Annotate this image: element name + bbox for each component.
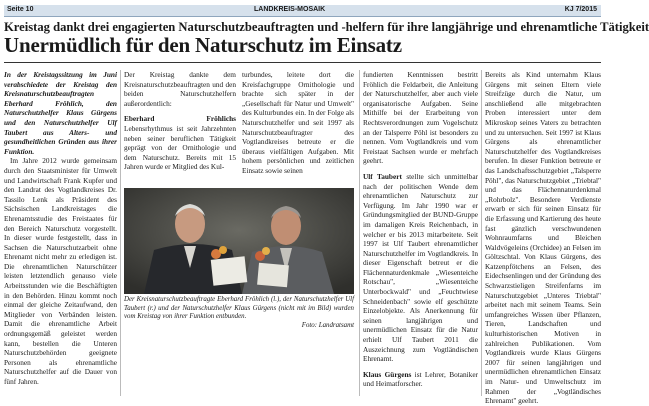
headline-rule bbox=[4, 62, 601, 63]
column-2 bbox=[124, 70, 236, 185]
body-paragraph: Im Jahre 2012 wurde gemeinsam durch den Staatsminister für Umwelt und Landwirtschaft Frank Kupfer und den Landrat des Vogtlandkreises Dr. Tassilo Lenk als Präsident des Sächsischen Landkreistages die Ehrenamtsstudie des Freistaates für den Bereich Naturschutz vorgestellt. In dieser wurde festgestellt, dass in Sachsen die Naturschutzarbeit ohne Ehrenamt nicht mehr zu erledigen ist. Die ehrenamtlichen Naturschützer leisten letztendlich genauso viele Arbeitsstunden wie die Beschäftigten in den Behörden. Hinzu kommt noch einmal der gleiche Zeitaufwand, den Mitglieder von Verbänden leisten. Damit die ehrenamtliche Arbeit ordnungsgemäß geleistet werden kann, bestellen die Unteren Naturschutzbehörden geeignete Personen als ehrenamtliche Naturschutzhelfer auf die Dauer von fünf Jahren. bbox=[4, 156, 117, 386]
column-5 bbox=[485, 70, 601, 406]
body-paragraph: Lebensrhythmus ist seit Jahrzehnten neben seiner beruflichen Tätigkeit geprägt von der Ornithologie und dem Naturschutz. Bereits mit 15 Jahren wurde er Mitglied des Kul- bbox=[124, 123, 236, 172]
photo-two-men bbox=[124, 188, 354, 294]
column-1 bbox=[4, 70, 117, 395]
caption-text: Der Kreisnaturschutzbeauftragte Eberhard Fröhlich (l.), der Naturschutzhelfer Ulf Taubert (r.) und der Naturschutzhelfer Klaus Gürgens (nicht mit im Bild) wurden vom Kreistag von ihrer Funktion entbunden. bbox=[124, 296, 354, 321]
body-paragraph: Bereits als Kind unternahm Klaus Gürgens mit seinen Eltern viele Streifzüge durch die Natur, um anschließend alle mitgebrachten Proben interessiert unter dem Mikroskop seines Vaters zu betrachten und zu untersuchen. Seit 1997 ist Klaus Gürgens als ehrenamtlicher Naturschutzhelfer des Vogtlandkreises berufen. In dieser Funktion betreute er das Landschaftsschutzgebiet „Talsperre Pöhl", das Naturschutzgebiet „Triebtal" und das Flächennaturdenkmal „Rohrbolz". Besondere Verdienste erwarb er sich für seinen Einsatz für die Erfassung und Kartierung des heute fast gänzlich verschwundenen Wohnraumfarns und Bleichen Waldvögeleins (Orchidee) an Felsen im Göltzschtal. Von Klaus Gürgens, des Katzenpfötchens an Felsen, des Eidechsenlingen und der Gründung des Schwarzstieligen Streifenfarns im Naturschutzgebiet „Unteres Triebtal" arbeitet nach mit seinem Teams. Sein umfangreiches Wissen über Pflanzen, Tieren, Landschaften und kulturhistorischen Motiven in zahlreichen Publikationen. Vom Vogtlandkreis wurde Klaus Gürgens 2007 für seinen langjährigen und unermüdlichen ehrenamtlichen Einsatz im Natur- und Umweltschutz im Rahmen der „Vogtländisches Ehrenamt" geehrt. bbox=[485, 70, 601, 406]
headline: Unermüdlich für den Naturschutz im Einsatz bbox=[4, 33, 402, 57]
name-lead: Ulf Taubert bbox=[363, 171, 402, 181]
body-paragraph: turbundes, leitete dort die Kreisfachgruppe Ornithologie und brachte sich später in der „Gesellschaft für Natur und Umwelt" des Kulturbundes ein. In der Folge als Naturschutzhelfer und seit 1997 als Naturschutzbeauftragter des Vogtlandkreises betreute er die überaus vielfältigen Aufgaben. Mit hohem persönlichen und zeitlichen Einsatz sowie seinen bbox=[242, 70, 354, 175]
page-header bbox=[4, 5, 601, 17]
kicker: Kreistag dankt drei engagierten Naturschutzbeauftragten und -helfern für ihre langjährige und ehrenamtliche Tätigkeit bbox=[4, 20, 649, 34]
photo-caption bbox=[124, 296, 354, 330]
intro-paragraph: In der Kreistagssitzung im Juni verabschiedete der Kreistag den Kreisnaturschutzbeauftragten Eberhard Fröhlich, den Naturschutzhelfer Klaus Gürgens und den Naturschutzhelfer Ulf Taubert aus Alters- und gesundheitlichen Gründen aus ihrer Funktion. bbox=[4, 70, 117, 156]
photo-credit: Foto: Landratsamt bbox=[301, 321, 354, 329]
column-3 bbox=[242, 70, 354, 185]
name-lead: Klaus Gürgens bbox=[363, 369, 412, 379]
column-4 bbox=[363, 70, 478, 395]
body-paragraph: ist Lehrer, Botaniker und Heimatforscher. bbox=[363, 369, 478, 389]
body-paragraph: fundierten Kenntnissen bestritt Fröhlich die Feldarbeit, die Anleitung der Naturschutzhelfer, aber auch viele organisatorische Aufgaben. Seine Mithilfe bei der Erarbeitung von Rechtsverordnungen zum Vogelschutz an der Talsperre Pöhl ist besonders zu nennen. Vom Vogtlandkreis und vom Freistaat Sachsen wurde er mehrfach geehrt. bbox=[363, 70, 478, 166]
page-number: Seite 10 bbox=[7, 6, 34, 13]
column-divider bbox=[481, 70, 482, 396]
column-divider bbox=[359, 70, 360, 396]
section-title: LANDKREIS-MOSAIK bbox=[254, 6, 326, 13]
body-paragraph: Der Kreistag dankte dem Kreisnaturschutzbeauftragten und den beiden Naturschutzhelfern außerordentlich: bbox=[124, 70, 236, 108]
body-paragraph: stellte sich unmittelbar nach der politischen Wende dem ehrenamtlichen Naturschutz zur Verfügung. Im Jahr 1990 war er Gründungsmitglied der BUND-Gruppe im damaligen Kreis Reichenbach, in welcher er bis 2013 mitarbeitete. Seit 1997 ist Ulf Taubert ehrenamtlicher Naturschutzhelfer im Vogtlandkreis. In dieser Eigenschaft betreut er die Flächennaturdenkmale „Wiesenteiche Rotschau", „Wiesenteiche Unterbockwald" und „Feuchtwiese Schneidenbach" sowie elf geschützte Einzelobjekte. Als Anerkennung für seinen langjährigen und unermüdlichen Einsatz für die Natur erhielt Ulf Taubert 2011 die Auszeichnung zum Vogtländischen Ehrenamt. bbox=[363, 171, 478, 364]
article-photo bbox=[124, 188, 354, 294]
column-divider bbox=[120, 70, 121, 396]
name-lead: Eberhard Fröhlichs bbox=[124, 114, 236, 124]
issue-label: KJ 7/2015 bbox=[564, 6, 597, 13]
